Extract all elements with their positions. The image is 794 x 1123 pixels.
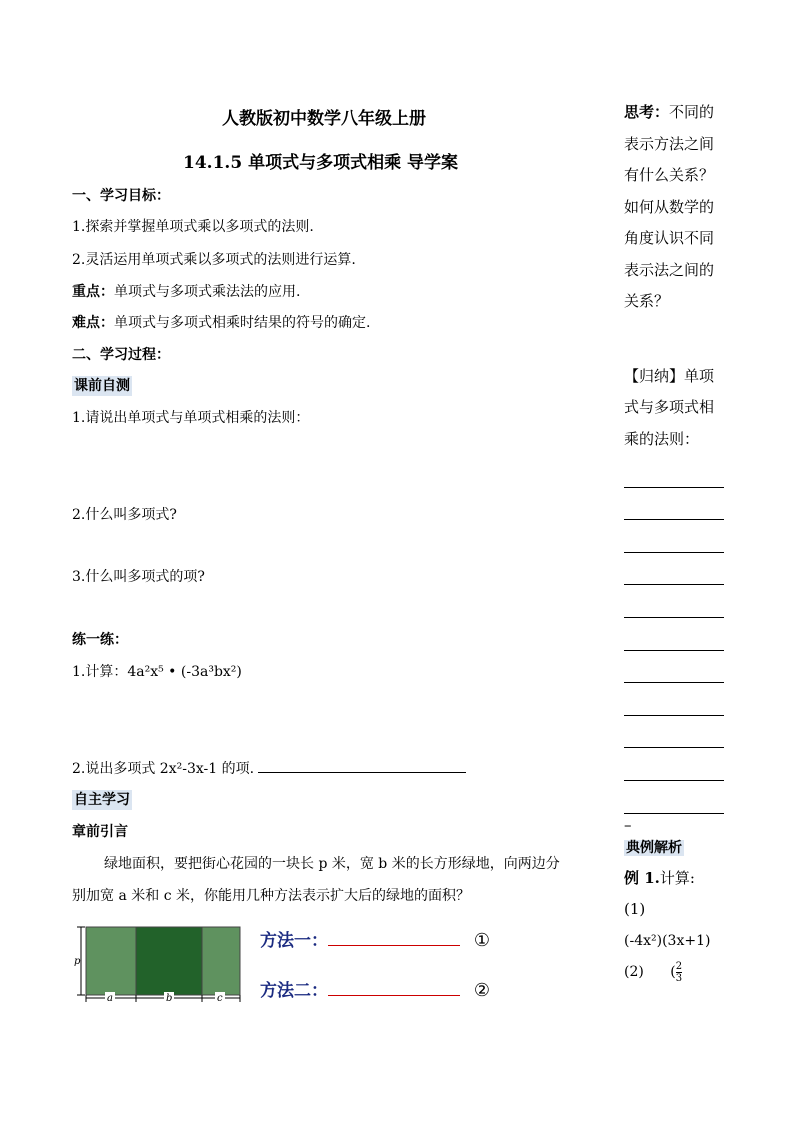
practice-heading: 练一练： [72,632,128,648]
example-1 [624,863,724,895]
think-line-2: 表示方法之间 [624,134,715,153]
garden-figure [72,922,244,1006]
summary-line-2: 式与多项式相 [624,398,715,416]
trailing-dash: – [624,815,632,834]
summary-line-3: 乘的法则： [624,429,700,448]
think-line-5: 角度认识不同 [624,229,715,247]
pretest-tag: 课前自测 [74,378,130,394]
label-a: a [107,993,113,1004]
question-3: 3.什么叫多项式的项? [72,569,205,585]
example-q2-number: (2) [624,964,644,981]
summary-answer-line[interactable] [624,488,724,521]
example-1-text: 计算: [659,868,695,887]
sidebar [624,97,724,989]
think-line-1: 思考：不同的 [624,103,715,121]
label-b: b [166,993,173,1004]
example-tag: 典例解析 [626,839,682,856]
think-line-7: 关系？ [624,292,670,310]
label-p: p [74,956,81,967]
label-c: c [217,993,223,1004]
middle-strip-b [136,927,202,995]
summary-answer-line[interactable] [624,651,724,684]
difficult-point-text: 单项式与多项式相乘时结果的符号的确定. [114,315,371,331]
right-strip-c [202,927,240,995]
summary-answer-line[interactable] [624,683,724,716]
think-line-4: 如何从数学的 [624,197,715,216]
process-heading: 二、学习过程： [72,347,170,363]
example-q1-expression: (-4x²)(3x+1) [624,932,711,949]
key-point-text: 单项式与多项式乘法法的应用. [114,284,301,300]
difficult-point-label: 难点： [72,315,114,331]
question-2: 2.什么叫多项式? [72,507,177,523]
practice-1 [72,662,242,682]
intro-paragraph-line-1: 绿地面积，要把街心花园的一块长 p 米，宽 b 米的长方形绿地，向两边分 [104,856,560,872]
method-1-mark: ① [473,930,491,951]
summary-line-1: 【归纳】单项 [624,366,715,385]
practice-2-text: 2.说出多项式 2x²-3x-1 的项. [72,761,255,777]
summary-answer-line[interactable] [624,618,724,651]
practice-1-prefix: 1.计算： [72,664,128,680]
goals-heading: 一、学习目标： [72,188,170,204]
selfstudy-tag: 自主学习 [74,792,130,808]
think-line-3: 有什么关系？ [624,166,715,184]
intro-paragraph-line-2: 别加宽 a 米和 c 米，你能用几种方法表示扩大后的绿地的面积？ [72,888,470,904]
key-point-label: 重点： [72,284,114,300]
method-2 [260,976,490,1001]
key-point [72,282,300,302]
page-title: 人教版初中数学八年级上册 [222,109,426,129]
summary-answer-line[interactable] [624,553,724,586]
summary-answer-line[interactable] [624,748,724,781]
method-1-label: 方法一： [260,931,328,951]
practice-2 [72,758,466,779]
method-2-mark: ② [473,980,491,1001]
question-1: 1.请说出单项式与单项式相乘的法则： [72,410,310,426]
left-strip-a [86,927,136,995]
summary-answer-line[interactable] [624,585,724,618]
goal-item-1: 1.探索并掌握单项式乘以多项式的法则. [72,219,314,235]
method-2-answer-line[interactable] [328,977,460,996]
method-1 [260,926,490,951]
summary-answer-line[interactable] [624,455,724,488]
example-q1-number: (1) [624,900,646,919]
example-1-label: 例 1. [624,868,660,887]
think-line-6: 表示法之间的 [624,260,715,279]
practice-1-expression: 4a²x⁵ • (-3a³bx²) [127,664,242,680]
fraction-denominator: 3 [675,972,683,984]
fraction-numerator: 2 [675,960,683,972]
page-subtitle: 14.1.5 单项式与多项式相乘 导学案 [183,153,458,173]
method-2-label: 方法二： [260,981,328,1001]
summary-answer-line[interactable] [624,520,724,553]
difficult-point [72,313,370,333]
example-q2 [624,957,724,989]
goal-item-2: 2.灵活运用单项式乘以多项式的法则进行运算. [72,252,356,268]
fraction [676,961,682,984]
think-label: 思考： [624,103,670,121]
summary-answer-line[interactable] [624,716,724,749]
method-1-answer-line[interactable] [328,927,460,946]
summary-answer-line[interactable] [624,781,724,814]
practice-2-answer-blank[interactable] [258,758,466,773]
intro-heading: 章前引言 [72,824,128,840]
example-q2-paren: ( [670,964,676,981]
